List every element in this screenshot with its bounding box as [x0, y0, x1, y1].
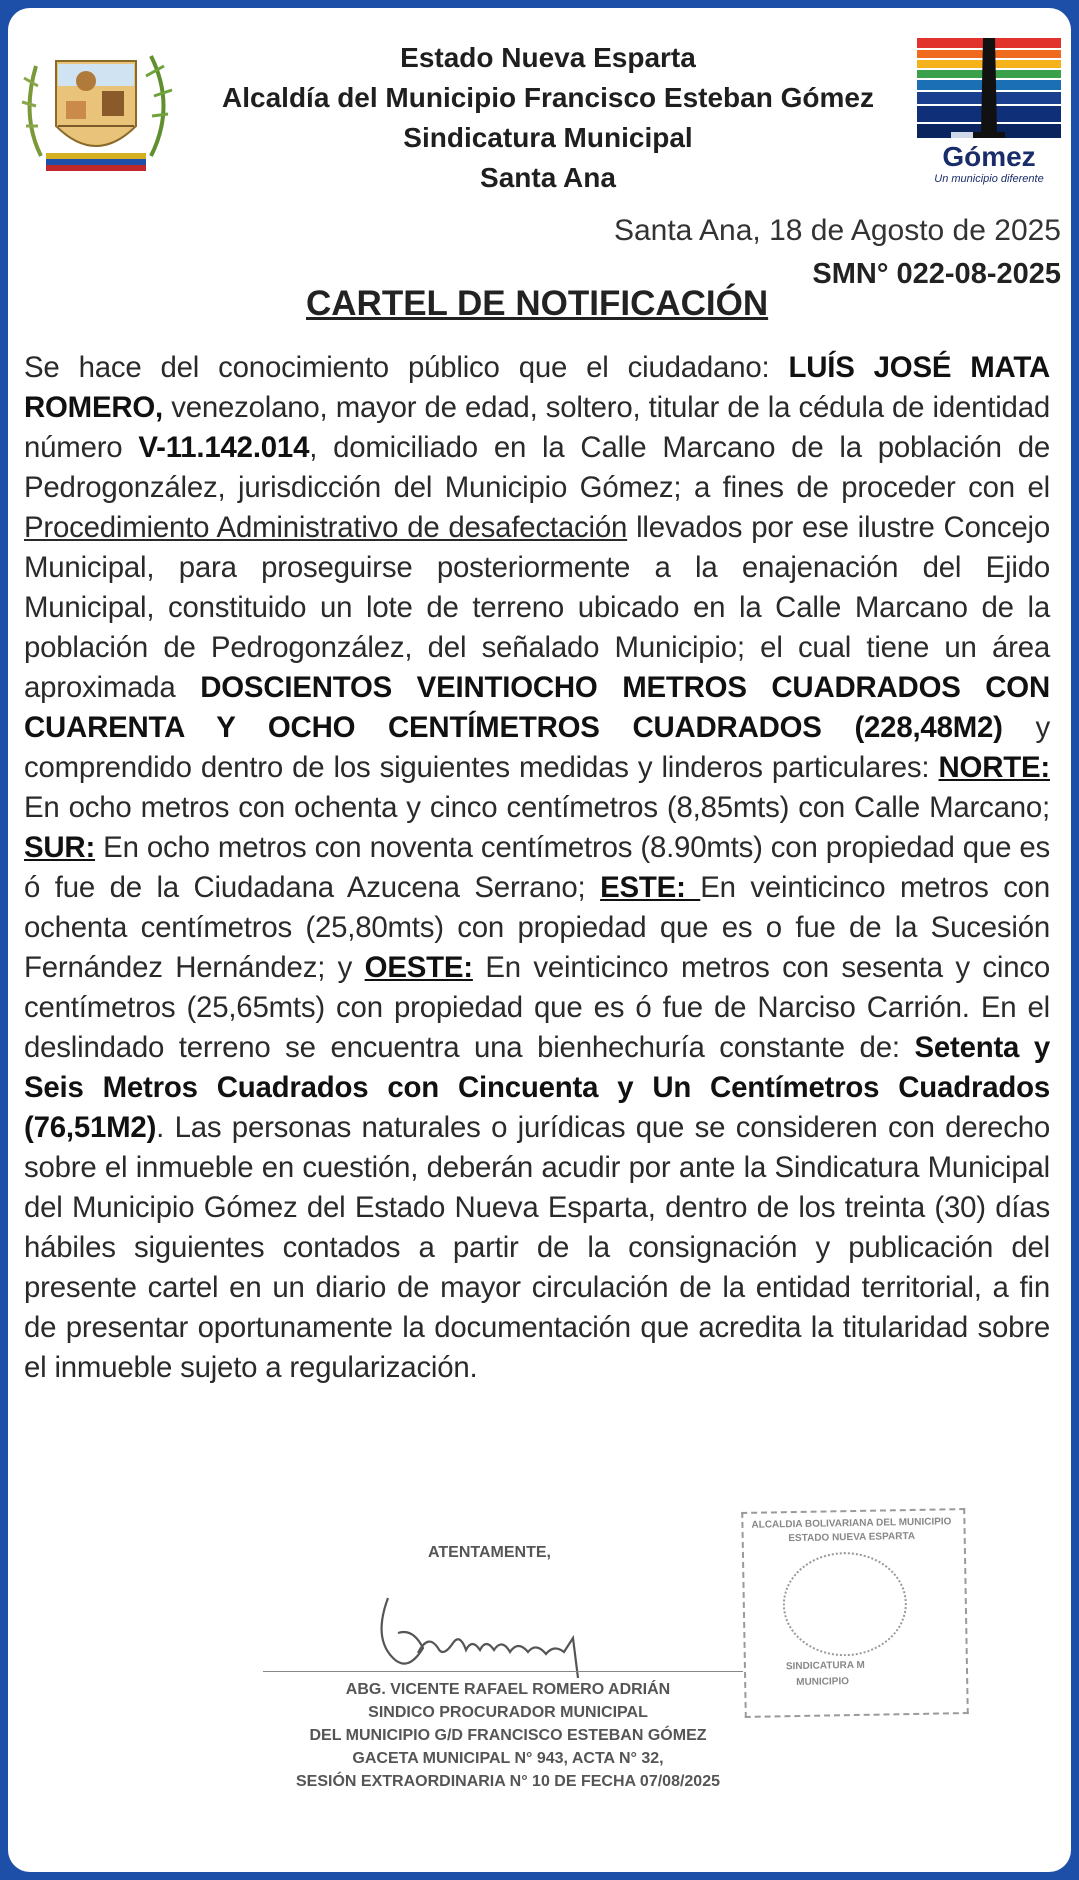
body-intro: Se hace del conocimiento público que el ciudadano:: [24, 351, 789, 384]
coat-of-arms-logo: [16, 36, 176, 186]
stamp-line-1: ALCALDIA BOLIVARIANA DEL MUNICIPIO: [751, 1516, 952, 1531]
reference-number: SMN° 022-08-2025: [812, 258, 1061, 290]
header-state: Estado Nueva Esparta: [400, 42, 696, 73]
closing-salutation: ATENTAMENTE,: [428, 1544, 551, 1561]
east-boundary-label: ESTE:: [600, 871, 701, 904]
citizen-id: V-11.142.014: [138, 431, 310, 464]
procedure-name: Procedimiento Administrativo de desafectación: [24, 511, 628, 544]
notice-body: [24, 348, 1050, 1388]
header-city: Santa Ana: [480, 162, 616, 193]
handwritten-signature: [368, 1578, 648, 1678]
land-area: DOSCIENTOS VEINTIOCHO METROS CUADRADOS CON CUARENTA Y OCHO CENTÍMETROS CUADRADOS (228,48M2): [24, 671, 1050, 744]
stamp-line-4: MUNICIPIO: [796, 1676, 850, 1689]
citizen-name: LUÍS JOSÉ MATA ROMERO,: [24, 351, 1051, 424]
body-closing-paragraph: . Las personas naturales o jurídicas que se consideren con derecho sobre el inmueble en cuestión, deberán acudir por ante la Sindicatura Municipal del Municipio Gómez del Estado Nueva Esparta, dentro de los treinta (30) días hábiles siguientes contados a partir de la consignación y publicación del presente cartel en un diario de mayor circulación de la entidad territorial, a fin de presentar oportunamente la documentación que acredita la titularidad sobre el inmueble sujeto a regularización.: [24, 1111, 1050, 1384]
signer-municipality: DEL MUNICIPIO G/D FRANCISCO ESTEBAN GÓMEZ: [309, 1727, 707, 1744]
body-part-5: y comprendido dentro de los siguientes medidas y linderos particulares:: [24, 711, 1050, 784]
west-boundary-text: En veinticinco metros con sesenta y cinco centímetros (25,65mts) con propiedad que es ó fue de Narciso Carrión. En el deslindado terreno se encuentra una bienhechuría constante de:: [24, 951, 1050, 1064]
logo-tagline-text: Un municipio diferente: [934, 173, 1044, 185]
north-boundary-text: En ocho metros con ochenta y cinco centímetros (8,85mts) con Calle Marcano;: [24, 791, 1050, 824]
signer-gazette: GACETA MUNICIPAL N° 943, ACTA N° 32,: [352, 1750, 664, 1767]
north-boundary-label: NORTE:: [938, 751, 1050, 784]
body-part-4: llevados por ese ilustre Concejo Municipal, para proseguirse posteriormente a la enajenación del Ejido Municipal, constituido un lote de terreno ubicado en la Calle Marcano de la población de Pedrogonzález, del señalado Municipio; el cual tiene un área aproximada: [24, 511, 1050, 704]
south-boundary-text: En ocho metros con noventa centímetros (8.90mts) con propiedad que es ó fue de la Ciudadana Azucena Serrano;: [24, 831, 1050, 904]
east-boundary-text: En veinticinco metros con ochenta centímetros (25,80mts) con propiedad que es o fue de la Sucesión Fernández Hernández; y: [24, 871, 1050, 984]
stamp-line-2: ESTADO NUEVA ESPARTA: [788, 1530, 916, 1545]
document-header: [168, 38, 928, 198]
west-boundary-label: OESTE:: [364, 951, 473, 984]
notice-sheet: [8, 8, 1071, 1872]
south-boundary-label: SUR:: [24, 831, 96, 864]
signer-session: SESIÓN EXTRAORDINARIA N° 10 DE FECHA 07/08/2025: [296, 1773, 720, 1790]
header-alcaldia: Alcaldía del Municipio Francisco Esteban Gómez: [222, 82, 874, 113]
signer-block: [258, 1678, 758, 1793]
body-part-2: venezolano, mayor de edad, soltero, titular de la cédula de identidad número: [24, 391, 1050, 464]
stamp-seal-icon: [782, 1551, 908, 1657]
improvement-area: Setenta y Seis Metros Cuadrados con Cincuenta y Un Centímetros Cuadrados (76,51M2): [24, 1031, 1050, 1144]
body-part-3: , domiciliado en la Calle Marcano de la población de Pedrogonzález, jurisdicción del Municipio Gómez; a fines de proceder con el: [24, 431, 1050, 504]
signature-line: [263, 1671, 743, 1672]
notice-title: CARTEL DE NOTIFICACIÓN: [306, 284, 769, 323]
header-sindicatura: Sindicatura Municipal: [403, 122, 693, 153]
place-date: Santa Ana, 18 de Agosto de 2025: [613, 214, 1061, 247]
gomez-municipality-logo: [913, 32, 1065, 192]
official-stamp: [741, 1508, 969, 1718]
signer-name: ABG. VICENTE RAFAEL ROMERO ADRIÁN: [345, 1681, 671, 1698]
signer-title: SINDICO PROCURADOR MUNICIPAL: [368, 1704, 648, 1721]
stamp-line-3: SINDICATURA M: [785, 1659, 865, 1673]
logo-brand-text: Gómez: [942, 141, 1036, 172]
